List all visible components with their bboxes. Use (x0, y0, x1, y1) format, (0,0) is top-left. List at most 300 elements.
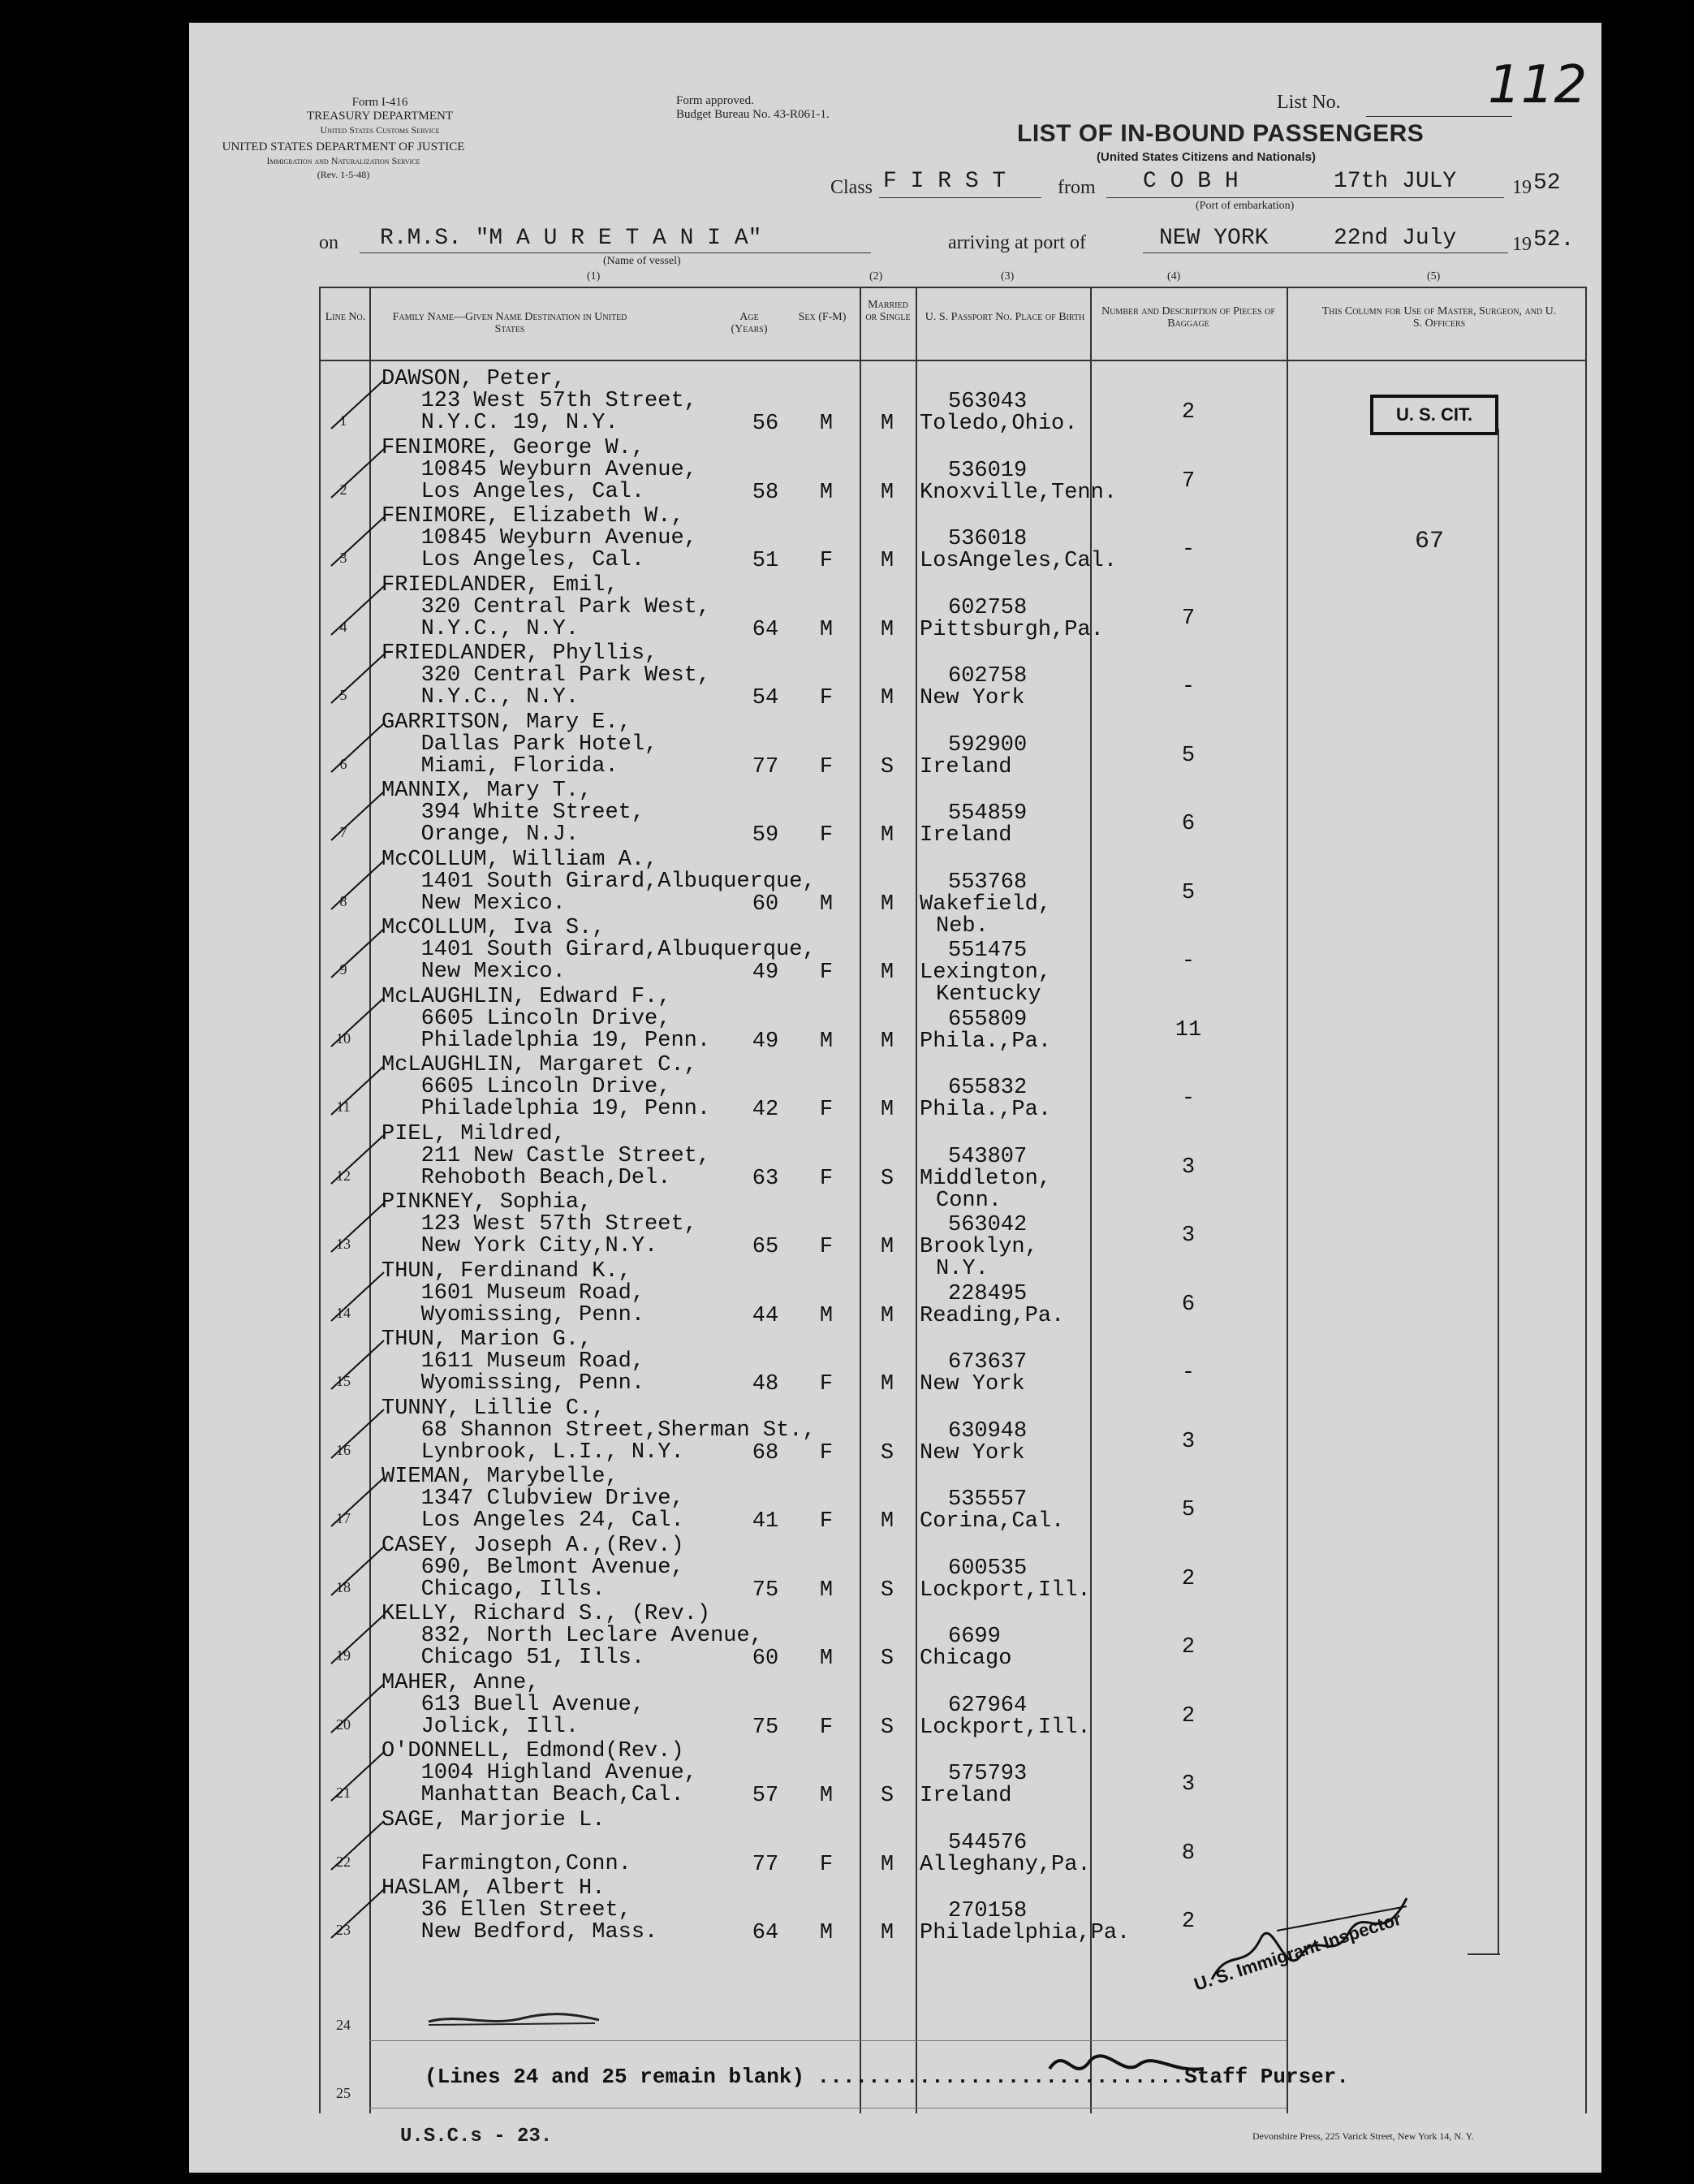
place-of-birth: Philadelphia,Pa. (920, 1921, 1131, 1945)
check-mark-icon (327, 719, 392, 776)
passenger-address: 36 Ellen Street, (381, 1898, 631, 1923)
passenger-address: 320 Central Park West, (381, 594, 711, 619)
list-number-label: List No. (1277, 92, 1341, 113)
place-of-birth: Pittsburgh,Pa. (920, 617, 1104, 642)
line-number: 8 (339, 892, 347, 909)
col-num-3: (3) (1001, 270, 1015, 283)
line-number: 18 (336, 1578, 351, 1595)
passport-number: 627964 (948, 1693, 1028, 1718)
check-mark-icon (327, 1680, 392, 1737)
baggage-count: 2 (1181, 400, 1196, 425)
passenger-manifest-page (189, 23, 1601, 2173)
passenger-sex: F (819, 1235, 834, 1259)
passenger-name: GARRITSON, Mary E., (381, 710, 631, 735)
us-citizen-stamp: U. S. CIT. (1370, 395, 1498, 435)
line-number: 3 (339, 550, 347, 566)
passenger-age: 65 (752, 1235, 779, 1259)
passenger-city: New Mexico. (381, 960, 566, 984)
passenger-sex: M (819, 1578, 834, 1603)
passport-number: 655809 (948, 1007, 1028, 1032)
strike-scribble-icon (425, 2010, 603, 2030)
passenger-sex: F (819, 549, 834, 573)
passenger-address: 10845 Weyburn Avenue, (381, 526, 697, 550)
port-of-embarkation: C O B H (1143, 169, 1239, 194)
justice-dept-block (189, 140, 498, 182)
place-of-birth: Lockport,Ill. (920, 1578, 1091, 1603)
passenger-age: 49 (752, 1029, 779, 1054)
col-sep-passport (916, 287, 917, 2113)
check-mark-icon (327, 1885, 392, 1942)
embarkation-year: 52 (1533, 170, 1561, 196)
line-number: 21 (336, 1785, 351, 1801)
passenger-name: FRIEDLANDER, Phyllis, (381, 641, 658, 666)
passenger-address: 394 White Street, (381, 801, 645, 825)
passport-number: 553768 (948, 870, 1028, 895)
passenger-city: Jolick, Ill. (381, 1714, 580, 1739)
passport-number: 536019 (948, 458, 1028, 483)
purser-signature-icon (1041, 2036, 1212, 2093)
header-baggage: Number and Description of Pieces of Baggage (1101, 305, 1275, 330)
passport-number: 551475 (948, 939, 1028, 963)
baggage-count: 8 (1181, 1841, 1196, 1866)
line-number: 6 (339, 755, 347, 772)
baggage-count: 2 (1181, 1703, 1196, 1729)
passport-number: 630948 (948, 1418, 1028, 1444)
passenger-address: 1004 Highland Avenue, (381, 1761, 697, 1785)
place-of-birth: New York (920, 686, 1025, 710)
line-number: 22 (336, 1853, 351, 1870)
check-mark-icon (327, 1062, 392, 1119)
check-mark-icon (327, 1131, 392, 1188)
passenger-marital: M (880, 1098, 894, 1122)
baggage-count: 11 (1175, 1017, 1202, 1042)
class-value: F I R S T (883, 169, 1006, 194)
baggage-count: 5 (1181, 1498, 1196, 1522)
place-of-birth: LosAngeles,Cal. (920, 549, 1118, 573)
passenger-address: 832, North Leclare Avenue, (381, 1624, 763, 1648)
passenger-marital: S (880, 1166, 894, 1191)
passenger-marital: M (880, 412, 894, 436)
passport-number: 228495 (948, 1281, 1028, 1306)
passenger-name: SAGE, Marjorie L. (381, 1807, 606, 1832)
passenger-marital: M (880, 617, 894, 642)
passenger-sex: F (819, 1715, 834, 1740)
place-of-birth: Wakefield, (920, 891, 1052, 917)
passenger-city: Farmington,Conn. (381, 1851, 631, 1876)
passenger-age: 63 (752, 1166, 779, 1191)
passenger-age: 56 (752, 412, 779, 436)
place-of-birth: New York (920, 1440, 1025, 1465)
passenger-name: PINKNEY, Sophia, (381, 1190, 593, 1215)
budget-bureau: Budget Bureau No. 43-R061-1. (676, 108, 830, 121)
passport-number: 575793 (948, 1762, 1028, 1786)
list-number-value: 112 (1488, 55, 1588, 115)
baggage-count: 6 (1181, 812, 1196, 836)
passenger-marital: M (880, 1303, 894, 1328)
baggage-count: 7 (1181, 468, 1196, 494)
passenger-address: 1601 Museum Road, (381, 1280, 645, 1306)
passenger-age: 57 (752, 1784, 779, 1808)
header-name: Family Name—Given Name Destination in United States (392, 311, 627, 335)
line-number: 7 (339, 824, 347, 840)
passenger-marital: M (880, 1029, 894, 1054)
col-num-1: (1) (587, 270, 601, 283)
passenger-age: 54 (752, 686, 779, 710)
passenger-name: HASLAM, Albert H. (381, 1876, 606, 1901)
passenger-name: FENIMORE, Elizabeth W., (381, 504, 684, 529)
passenger-age: 64 (752, 617, 779, 642)
passenger-age: 60 (752, 1647, 779, 1671)
passenger-marital: S (880, 1784, 894, 1808)
passenger-name: WIEMAN, Marybelle, (381, 1465, 619, 1489)
baggage-count: - (1181, 1361, 1196, 1385)
passenger-city: Los Angeles, Cal. (381, 548, 645, 572)
passenger-address: 6605 Lincoln Drive, (381, 1075, 671, 1099)
place-of-birth: Alleghany,Pa. (920, 1852, 1091, 1877)
header-passport: U. S. Passport No. Place of Birth (925, 311, 1085, 323)
passenger-sex: F (819, 960, 834, 985)
passenger-marital: M (880, 686, 894, 710)
passenger-sex: M (819, 1647, 834, 1671)
passenger-city: New Bedford, Mass. (381, 1920, 658, 1944)
baggage-count: - (1181, 949, 1196, 973)
baggage-count: - (1181, 537, 1196, 562)
passenger-name: O'DONNELL, Edmond(Rev.) (381, 1739, 684, 1763)
passenger-sex: F (819, 1166, 834, 1191)
passenger-age: 77 (752, 1852, 779, 1877)
line-number: 17 (336, 1510, 351, 1526)
passenger-marital: M (880, 1372, 894, 1396)
justice-dept: UNITED STATES DEPARTMENT OF JUSTICE (222, 140, 465, 153)
check-mark-icon (327, 582, 392, 639)
passenger-city: N.Y.C. 19, N.Y. (381, 411, 619, 435)
passenger-city: N.Y.C., N.Y. (381, 685, 580, 710)
arriving-label: arriving at port of (948, 232, 1086, 253)
passenger-city: Wyomissing, Penn. (381, 1371, 645, 1396)
line-number: 2 (339, 481, 347, 498)
passenger-age: 60 (752, 891, 779, 917)
passenger-address: 211 New Castle Street, (381, 1143, 711, 1168)
passenger-city: Chicago, Ills. (381, 1577, 606, 1602)
passenger-city: Los Angeles, Cal. (381, 479, 645, 504)
passenger-age: 51 (752, 549, 779, 573)
passenger-marital: M (880, 823, 894, 848)
passenger-name: McLAUGHLIN, Edward F., (381, 984, 671, 1009)
class-label: Class (830, 177, 873, 198)
class-underline (879, 197, 1041, 198)
check-mark-icon (327, 445, 392, 502)
passenger-age: 49 (752, 960, 779, 985)
check-mark-icon (327, 1817, 392, 1874)
passenger-marital: M (880, 480, 894, 505)
baggage-count: 3 (1181, 1155, 1196, 1180)
passport-number: 600535 (948, 1556, 1028, 1581)
baggage-count: 3 (1181, 1429, 1196, 1454)
line-number: 12 (336, 1167, 351, 1184)
passenger-address: 10845 Weyburn Avenue, (381, 457, 697, 482)
col-sep-0 (319, 287, 321, 2113)
line-number: 10 (336, 1029, 351, 1047)
passenger-city: New Mexico. (381, 891, 566, 916)
passenger-sex: F (819, 1440, 834, 1465)
passenger-name: THUN, Ferdinand K., (381, 1258, 631, 1284)
passenger-sex: F (819, 1372, 834, 1396)
passenger-city: Wyomissing, Penn. (381, 1302, 645, 1327)
line-number: 9 (339, 961, 347, 978)
passenger-sex: M (819, 1921, 834, 1945)
passenger-name: TUNNY, Lillie C., (381, 1396, 606, 1421)
col-sep-married (860, 287, 861, 2113)
passenger-sex: M (819, 617, 834, 642)
arrival-year-prefix: 19 (1512, 234, 1532, 255)
passenger-address: 1611 Museum Road, (381, 1349, 645, 1374)
from-label: from (1058, 177, 1096, 198)
passport-number: 563042 (948, 1213, 1028, 1237)
baggage-count: 3 (1181, 1224, 1196, 1248)
on-label: on (319, 232, 338, 253)
passenger-sex: F (819, 1098, 834, 1122)
passenger-sex: M (819, 1784, 834, 1808)
footer-code: U.S.C.s - 23. (400, 2126, 553, 2147)
place-of-birth: Corina,Cal. (920, 1509, 1065, 1534)
check-mark-icon (327, 788, 392, 844)
passenger-age: 68 (752, 1440, 779, 1465)
passenger-city: N.Y.C., N.Y. (381, 616, 580, 641)
col-num-2: (2) (869, 270, 883, 283)
stamp-bracket-line (1498, 429, 1499, 1955)
passenger-city: Lynbrook, L.I., N.Y. (381, 1439, 684, 1465)
passenger-sex: M (819, 891, 834, 917)
passenger-age: 77 (752, 754, 779, 779)
line-number: 23 (336, 1922, 351, 1938)
vessel-underline (360, 252, 871, 253)
passenger-sex: M (819, 480, 834, 505)
place-of-birth-line2: Kentucky (936, 982, 1041, 1007)
form-approval-block (676, 94, 920, 122)
passenger-marital: M (880, 1921, 894, 1945)
header-sex: Sex (F-M) (798, 311, 847, 323)
passport-number: 602758 (948, 595, 1028, 620)
closing-statement: (Lines 24 and 25 remain blank) .............................Staff Purser. (425, 2065, 1349, 2089)
col-sep-officers (1287, 287, 1288, 2113)
check-mark-icon (327, 1748, 392, 1805)
baggage-count: 2 (1181, 1566, 1196, 1591)
check-mark-icon (327, 1336, 392, 1393)
check-mark-icon (327, 1268, 392, 1325)
place-of-birth: Ireland (920, 754, 1012, 779)
passenger-address: 123 West 57th Street, (381, 389, 697, 413)
place-of-birth: Middleton, (920, 1166, 1052, 1191)
passenger-city: Miami, Florida. (381, 753, 619, 779)
place-of-birth: Lexington, (920, 960, 1052, 985)
line-number: 11 (336, 1098, 351, 1115)
passenger-marital: S (880, 1440, 894, 1465)
baggage-count: 2 (1181, 1635, 1196, 1660)
customs-service: United States Customs Service (320, 124, 440, 136)
passport-number: 655832 (948, 1076, 1028, 1100)
place-of-birth-line2: N.Y. (936, 1257, 989, 1281)
arrival-date: 22nd July (1334, 226, 1457, 251)
arrival-year: 52. (1533, 227, 1575, 252)
col-num-5: (5) (1427, 270, 1441, 283)
passenger-address: 1401 South Girard,Albuquerque, (381, 869, 816, 894)
passport-number: 536018 (948, 527, 1028, 551)
check-mark-icon (327, 857, 392, 913)
passenger-sex: F (819, 823, 834, 848)
line-number: 16 (336, 1441, 351, 1458)
place-of-birth: Chicago (920, 1647, 1012, 1671)
passenger-age: 75 (752, 1578, 779, 1603)
passenger-city: Los Angeles 24, Cal. (381, 1509, 684, 1533)
passport-number: 563043 (948, 390, 1028, 414)
check-mark-icon (327, 925, 392, 982)
check-mark-icon (327, 1611, 392, 1668)
passenger-sex: F (819, 686, 834, 710)
arrival-underline (1143, 252, 1508, 253)
line-number-25: 25 (336, 2085, 351, 2101)
embarkation-year-prefix: 19 (1512, 177, 1532, 198)
baggage-count: 5 (1181, 743, 1196, 768)
passenger-city: Orange, N.J. (381, 822, 580, 847)
baggage-count: - (1181, 1086, 1196, 1111)
port-embarkation-caption: (Port of embarkation) (1196, 200, 1295, 212)
form-agency-block (287, 96, 473, 137)
line-number: 19 (336, 1647, 351, 1664)
passenger-name: MAHER, Anne, (381, 1670, 540, 1695)
from-underline (1106, 197, 1504, 198)
header-line-no: Line No. (325, 311, 366, 323)
baggage-count: 3 (1181, 1772, 1196, 1797)
line-number: 20 (336, 1716, 351, 1733)
form-revision: (Rev. 1-5-48) (317, 169, 370, 180)
place-of-birth-line2: Conn. (936, 1188, 1002, 1213)
passenger-sex: F (819, 1852, 834, 1877)
passenger-name: DAWSON, Peter, (381, 367, 566, 391)
col-num-4: (4) (1167, 270, 1181, 283)
place-of-birth: Ireland (920, 1784, 1012, 1808)
passport-number: 673637 (948, 1350, 1028, 1375)
passenger-age: 42 (752, 1098, 779, 1122)
passenger-address: 6605 Lincoln Drive, (381, 1006, 671, 1031)
line-number: 4 (339, 618, 347, 635)
passenger-marital: S (880, 1715, 894, 1740)
passenger-city: Manhattan Beach,Cal. (381, 1783, 684, 1807)
place-of-birth: Phila.,Pa. (920, 1098, 1052, 1122)
treasury-dept: TREASURY DEPARTMENT (306, 110, 454, 123)
passenger-name: THUN, Marion G., (381, 1327, 593, 1352)
passenger-marital: M (880, 960, 894, 985)
check-mark-icon (327, 1405, 392, 1462)
passenger-age: 59 (752, 823, 779, 848)
check-mark-icon (327, 513, 392, 570)
baggage-count: 7 (1181, 606, 1196, 631)
passenger-address: 68 Shannon Street,Sherman St., (381, 1418, 816, 1443)
passenger-name: McCOLLUM, Iva S., (381, 916, 606, 940)
passenger-name: McCOLLUM, William A., (381, 847, 658, 872)
passenger-age: 48 (752, 1372, 779, 1396)
purser-signature (1041, 2036, 1212, 2097)
passenger-address: 690, Belmont Avenue, (381, 1555, 684, 1580)
baggage-count: 2 (1181, 1910, 1196, 1934)
passenger-sex: M (819, 1029, 834, 1054)
passenger-age: 64 (752, 1921, 779, 1945)
line-number: 5 (339, 687, 347, 703)
passenger-marital: M (880, 891, 894, 917)
line-number-24: 24 (336, 2017, 351, 2033)
check-mark-icon (327, 376, 392, 433)
place-of-birth: Lockport,Ill. (920, 1715, 1091, 1740)
passenger-name: KELLY, Richard S., (Rev.) (381, 1602, 711, 1626)
passport-number: 554859 (948, 801, 1028, 826)
check-mark-icon (327, 650, 392, 707)
immigrant-inspector-stamp: U. S. Immigrant Inspector (1192, 1908, 1404, 1995)
printer-credit: Devonshire Press, 225 Varick Street, New York 14, N. Y. (1252, 2130, 1474, 2142)
document-title: LIST OF IN-BOUND PASSENGERS (1017, 120, 1425, 147)
check-mark-icon (327, 994, 392, 1051)
stamp-bracket-foot (1468, 1953, 1500, 1955)
passport-number: 602758 (948, 664, 1028, 688)
line-number: 13 (336, 1236, 351, 1252)
passenger-age: 75 (752, 1715, 779, 1740)
col-sep-right (1585, 287, 1587, 2113)
baggage-count: 6 (1181, 1292, 1196, 1317)
baggage-count: - (1181, 675, 1196, 699)
place-of-birth: Phila.,Pa. (920, 1029, 1052, 1054)
passport-number: 544576 (948, 1830, 1028, 1855)
passenger-city: Philadelphia 19, Penn. (381, 1028, 711, 1053)
table-top-border (319, 287, 1587, 288)
passport-number: 543807 (948, 1144, 1028, 1169)
line-24-strike-scribble (425, 2010, 603, 2030)
check-mark-icon (327, 1199, 392, 1256)
document-subtitle: (United States Citizens and Nationals) (1097, 150, 1317, 164)
line-number: 15 (336, 1373, 351, 1389)
passenger-address: 320 Central Park West, (381, 663, 711, 688)
vessel-name: R.M.S. "M A U R E T A N I A" (380, 226, 762, 251)
header-age: Age (Years) (731, 311, 768, 335)
passenger-address: Dallas Park Hotel, (381, 732, 658, 757)
check-mark-icon (327, 1474, 392, 1530)
place-of-birth-line2: Neb. (936, 913, 989, 939)
passenger-sex: M (819, 412, 834, 436)
form-number: Form I-416 (351, 96, 408, 109)
passenger-marital: M (880, 1509, 894, 1534)
passenger-marital: S (880, 1578, 894, 1603)
arrival-port: NEW YORK (1159, 226, 1269, 251)
passenger-city: Philadelphia 19, Penn. (381, 1097, 711, 1121)
passenger-marital: M (880, 1235, 894, 1259)
passenger-sex: F (819, 754, 834, 779)
officer-note: 67 (1415, 528, 1445, 555)
line-number: 1 (339, 412, 347, 429)
passenger-marital: M (880, 549, 894, 573)
passenger-city: Rehoboth Beach,Del. (381, 1165, 671, 1190)
place-of-birth: Toledo,Ohio. (920, 412, 1078, 436)
passenger-marital: S (880, 754, 894, 779)
passenger-marital: S (880, 1647, 894, 1671)
vessel-caption: (Name of vessel) (603, 255, 681, 267)
table-header-border (319, 360, 1587, 361)
header-married: Married or Single (865, 299, 911, 323)
passport-number: 592900 (948, 732, 1028, 757)
check-mark-icon (327, 1543, 392, 1599)
place-of-birth: New York (920, 1372, 1025, 1396)
passenger-address: 613 Buell Avenue, (381, 1692, 645, 1717)
passenger-age: 44 (752, 1303, 779, 1328)
passport-number: 6699 (948, 1625, 1001, 1649)
ins-service: Immigration and Naturalization Service (266, 155, 420, 166)
passenger-marital: M (880, 1852, 894, 1877)
